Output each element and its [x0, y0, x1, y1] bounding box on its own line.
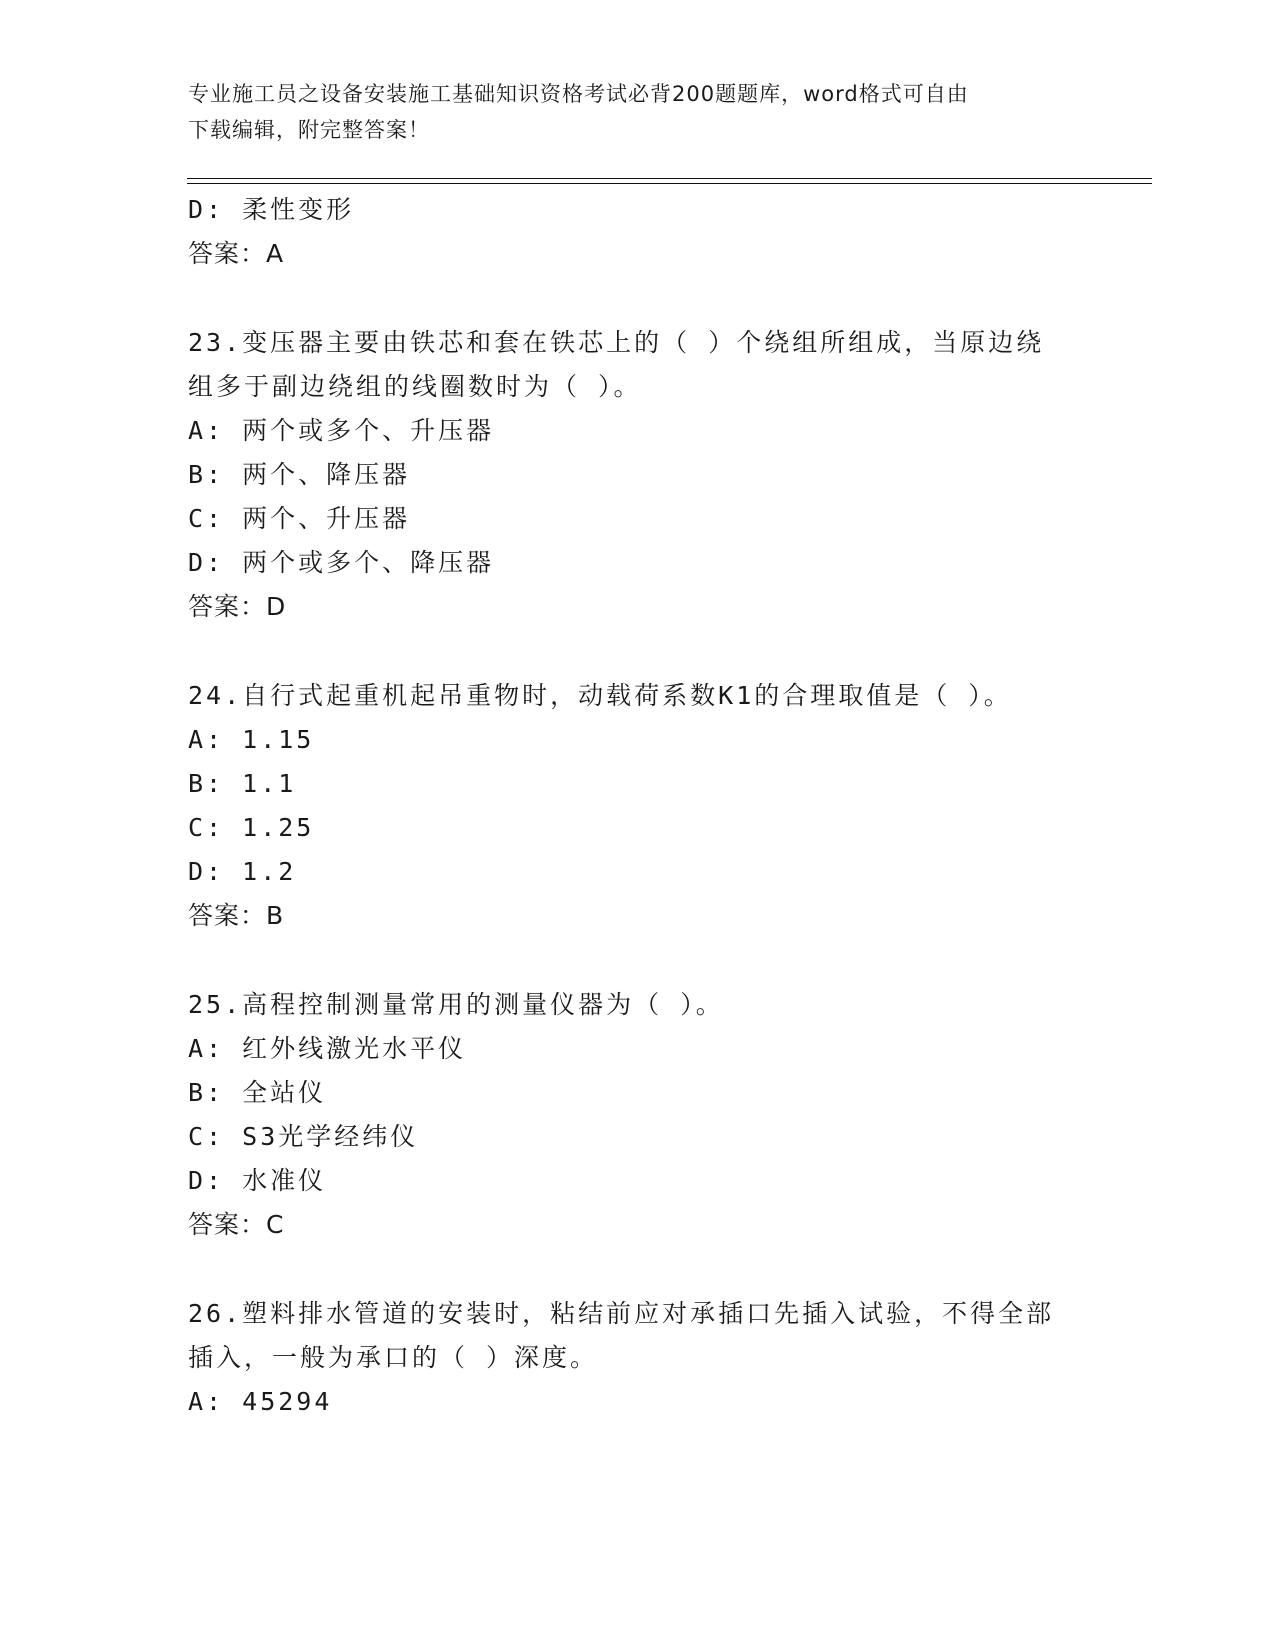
prev-option-d: D: 柔性变形	[188, 195, 355, 224]
q23-option-b: B: 两个、降压器	[188, 460, 411, 489]
q24-option-d: D: 1.2	[188, 857, 297, 886]
q25-option-a: A: 红外线激光水平仪	[188, 1034, 467, 1063]
q24-option-b: B: 1.1	[188, 769, 297, 798]
q24-option-c: C: 1.25	[188, 813, 315, 842]
q25-option-c: C: S3光学经纬仪	[188, 1122, 419, 1151]
q23-stem-line-2: 组多于副边绕组的线圈数时为（ ）。	[188, 372, 642, 401]
q26-option-a: A: 45294	[188, 1387, 333, 1416]
header-divider-bottom	[187, 183, 1152, 184]
q23-stem-line-1: 23.变压器主要由铁芯和套在铁芯上的（ ）个绕组所组成，当原边绕	[188, 328, 1045, 357]
q25-stem-line-1: 25.高程控制测量常用的测量仪器为（ ）。	[188, 990, 724, 1019]
q24-stem-line-1: 24.自行式起重机起吊重物时，动载荷系数K1的合理取值是（ ）。	[188, 681, 1012, 710]
q25-option-d: D: 水准仪	[188, 1166, 327, 1195]
header-title-line-1: 专业施工员之设备安装施工基础知识资格考试必背200题题库，word格式可自由	[188, 82, 969, 106]
header-divider-top	[187, 178, 1152, 179]
q23-option-a: A: 两个或多个、升压器	[188, 416, 495, 445]
q23-option-c: C: 两个、升压器	[188, 504, 411, 533]
prev-answer: 答案：A	[188, 239, 285, 268]
document-header	[188, 76, 1088, 148]
q23-option-d: D: 两个或多个、降压器	[188, 548, 495, 577]
header-title-line-2: 下载编辑，附完整答案！	[188, 118, 430, 142]
q23-answer: 答案：D	[188, 592, 287, 621]
q24-option-a: A: 1.15	[188, 725, 315, 754]
q25-option-b: B: 全站仪	[188, 1078, 327, 1107]
q24-answer: 答案：B	[188, 901, 285, 930]
q26-stem-line-1: 26.塑料排水管道的安装时，粘结前应对承插口先插入试验，不得全部	[188, 1299, 1055, 1328]
q25-answer: 答案：C	[188, 1210, 285, 1239]
q26-stem-line-2: 插入，一般为承口的（ ）深度。	[188, 1343, 599, 1372]
